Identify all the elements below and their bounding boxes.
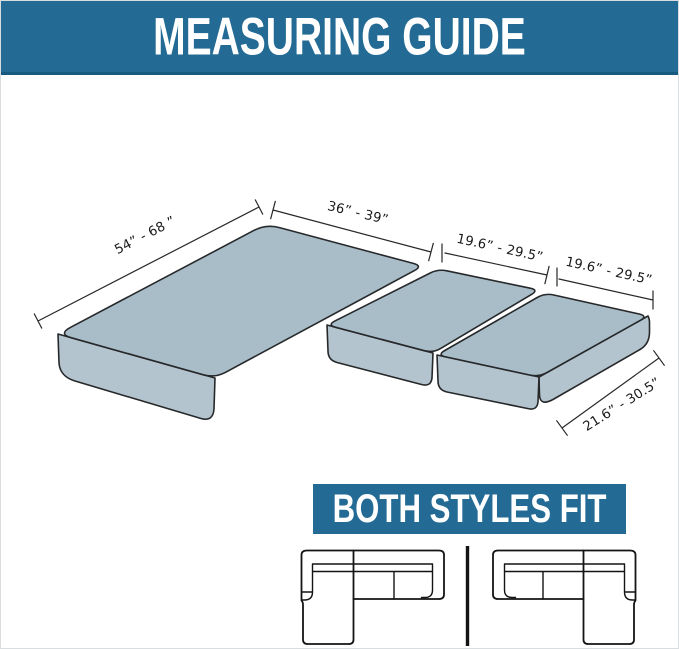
both-styles-banner bbox=[313, 484, 626, 534]
cushion-illustration bbox=[58, 226, 650, 419]
dimension-label-19-29-second: 19.6” - 29.5” bbox=[564, 254, 654, 289]
page-title: MEASURING GUIDE bbox=[153, 6, 526, 67]
dimension-label-54-68: 54” - 68 ” bbox=[112, 213, 179, 258]
style-divider bbox=[466, 546, 469, 646]
sofa-inner-lines bbox=[302, 564, 433, 600]
sofa-left-chaise-diagram bbox=[302, 551, 445, 645]
dimension-label-36-39: 36” - 39” bbox=[325, 199, 390, 229]
dimension-label-19-29-first: 19.6” - 29.5” bbox=[455, 231, 545, 266]
sofa-style-diagrams bbox=[302, 546, 636, 646]
both-styles-title: BOTH STYLES FIT bbox=[332, 487, 607, 531]
dimension-label-21-30: 21.6” - 30.5” bbox=[580, 375, 664, 435]
sofa-right-chaise-diagram bbox=[493, 551, 636, 645]
cushion-diagram bbox=[1, 1, 679, 649]
